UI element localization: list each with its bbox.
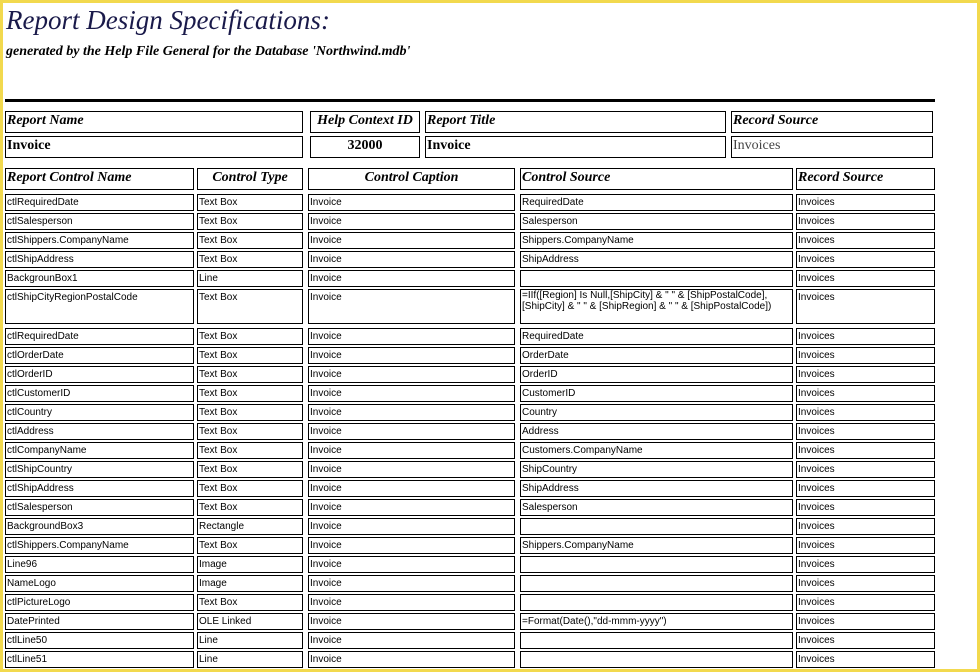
cell-control-type: Text Box: [197, 461, 303, 478]
cell-record-source: Invoices: [796, 328, 935, 345]
cell-control-source: Country: [520, 404, 793, 421]
cell-control-name: ctlSalesperson: [5, 499, 194, 516]
cell-control-name: DatePrinted: [5, 613, 194, 630]
cell-record-source: Invoices: [796, 480, 935, 497]
cell-control-source: Salesperson: [520, 499, 793, 516]
cell-control-source: OrderID: [520, 366, 793, 383]
cell-control-type: Rectangle: [197, 518, 303, 535]
column-header-control-source: Control Source: [520, 168, 793, 190]
cell-control-name: BackgroundBox3: [5, 518, 194, 535]
cell-control-caption: Invoice: [308, 613, 515, 630]
cell-control-source: Address: [520, 423, 793, 440]
page-title: Report Design Specifications:: [6, 5, 330, 35]
cell-control-source: ShipAddress: [520, 480, 793, 497]
cell-control-source: =IIf([Region] Is Null,[ShipCity] & " " & [ShipPostalCode],[ShipCity] & " " & [ShipRegion] & " " & [ShipPostalCode]): [520, 289, 793, 324]
report-title-value: Invoice: [425, 136, 726, 158]
record-source-value: Invoices: [731, 136, 933, 158]
cell-control-caption: Invoice: [308, 480, 515, 497]
cell-control-source: Salesperson: [520, 213, 793, 230]
column-header-control-type: Control Type: [197, 168, 303, 190]
cell-control-caption: Invoice: [308, 232, 515, 249]
cell-control-name: BackgrounBox1: [5, 270, 194, 287]
cell-record-source: Invoices: [796, 461, 935, 478]
cell-control-type: Text Box: [197, 499, 303, 516]
cell-control-source: RequiredDate: [520, 328, 793, 345]
cell-control-caption: Invoice: [308, 347, 515, 364]
cell-control-name: ctlShipCityRegionPostalCode: [5, 289, 194, 324]
column-header-control-name: Report Control Name: [5, 168, 194, 190]
report-name-value: Invoice: [5, 136, 303, 158]
cell-control-source: [520, 594, 793, 611]
cell-control-name: ctlCompanyName: [5, 442, 194, 459]
cell-control-type: Text Box: [197, 347, 303, 364]
cell-control-source: Shippers.CompanyName: [520, 232, 793, 249]
cell-control-type: Text Box: [197, 385, 303, 402]
cell-control-source: RequiredDate: [520, 194, 793, 211]
cell-record-source: Invoices: [796, 651, 935, 668]
cell-control-type: Text Box: [197, 251, 303, 268]
cell-control-caption: Invoice: [308, 442, 515, 459]
cell-control-caption: Invoice: [308, 289, 515, 324]
cell-control-name: ctlAddress: [5, 423, 194, 440]
cell-control-caption: Invoice: [308, 518, 515, 535]
cell-control-type: Image: [197, 575, 303, 592]
cell-control-caption: Invoice: [308, 328, 515, 345]
cell-control-caption: Invoice: [308, 366, 515, 383]
cell-control-type: Text Box: [197, 480, 303, 497]
cell-control-name: ctlRequiredDate: [5, 194, 194, 211]
cell-control-type: Line: [197, 651, 303, 668]
cell-control-name: ctlShipCountry: [5, 461, 194, 478]
cell-control-caption: Invoice: [308, 556, 515, 573]
cell-record-source: Invoices: [796, 442, 935, 459]
cell-control-source: OrderDate: [520, 347, 793, 364]
cell-control-caption: Invoice: [308, 404, 515, 421]
cell-control-type: Text Box: [197, 328, 303, 345]
cell-control-type: Image: [197, 556, 303, 573]
cell-control-source: ShipCountry: [520, 461, 793, 478]
cell-control-type: Text Box: [197, 594, 303, 611]
cell-record-source: Invoices: [796, 404, 935, 421]
cell-control-caption: Invoice: [308, 194, 515, 211]
cell-control-caption: Invoice: [308, 270, 515, 287]
cell-control-caption: Invoice: [308, 651, 515, 668]
cell-control-type: Text Box: [197, 442, 303, 459]
cell-control-type: Text Box: [197, 423, 303, 440]
cell-record-source: Invoices: [796, 289, 935, 324]
cell-control-caption: Invoice: [308, 537, 515, 554]
cell-control-type: Text Box: [197, 289, 303, 324]
column-header-record-source: Record Source: [796, 168, 935, 190]
cell-record-source: Invoices: [796, 251, 935, 268]
cell-control-caption: Invoice: [308, 423, 515, 440]
help-context-id-label: Help Context ID: [310, 111, 420, 133]
cell-control-name: ctlShipAddress: [5, 251, 194, 268]
cell-record-source: Invoices: [796, 632, 935, 649]
cell-control-name: ctlCustomerID: [5, 385, 194, 402]
cell-control-source: ShipAddress: [520, 251, 793, 268]
cell-control-name: ctlSalesperson: [5, 213, 194, 230]
cell-record-source: Invoices: [796, 537, 935, 554]
record-source-label: Record Source: [731, 111, 933, 133]
cell-control-name: ctlLine50: [5, 632, 194, 649]
cell-control-name: ctlShipAddress: [5, 480, 194, 497]
cell-record-source: Invoices: [796, 366, 935, 383]
cell-control-source: [520, 651, 793, 668]
cell-record-source: Invoices: [796, 194, 935, 211]
cell-control-caption: Invoice: [308, 632, 515, 649]
cell-control-source: [520, 575, 793, 592]
page-subtitle: generated by the Help File General for the Database 'Northwind.mdb': [6, 44, 411, 59]
cell-control-type: Line: [197, 270, 303, 287]
cell-record-source: Invoices: [796, 423, 935, 440]
cell-control-name: ctlOrderID: [5, 366, 194, 383]
cell-control-caption: Invoice: [308, 499, 515, 516]
cell-control-type: OLE Linked: [197, 613, 303, 630]
cell-control-name: ctlPictureLogo: [5, 594, 194, 611]
cell-control-name: ctlCountry: [5, 404, 194, 421]
cell-control-source: CustomerID: [520, 385, 793, 402]
cell-record-source: Invoices: [796, 347, 935, 364]
cell-control-type: Line: [197, 632, 303, 649]
cell-control-caption: Invoice: [308, 594, 515, 611]
cell-control-type: Text Box: [197, 404, 303, 421]
cell-control-name: ctlLine51: [5, 651, 194, 668]
cell-control-name: Line96: [5, 556, 194, 573]
cell-control-source: Customers.CompanyName: [520, 442, 793, 459]
cell-control-source: [520, 270, 793, 287]
cell-control-source: [520, 632, 793, 649]
report-title-label: Report Title: [425, 111, 726, 133]
cell-record-source: Invoices: [796, 270, 935, 287]
help-context-id-value: 32000: [310, 136, 420, 158]
cell-control-type: Text Box: [197, 537, 303, 554]
cell-record-source: Invoices: [796, 232, 935, 249]
cell-control-caption: Invoice: [308, 575, 515, 592]
column-header-control-caption: Control Caption: [308, 168, 515, 190]
cell-control-source: [520, 556, 793, 573]
cell-record-source: Invoices: [796, 556, 935, 573]
cell-record-source: Invoices: [796, 594, 935, 611]
cell-control-source: =Format(Date(),"dd-mmm-yyyy"): [520, 613, 793, 630]
cell-control-source: [520, 518, 793, 535]
cell-control-caption: Invoice: [308, 385, 515, 402]
cell-control-type: Text Box: [197, 366, 303, 383]
cell-control-name: NameLogo: [5, 575, 194, 592]
cell-control-type: Text Box: [197, 194, 303, 211]
cell-record-source: Invoices: [796, 499, 935, 516]
cell-record-source: Invoices: [796, 385, 935, 402]
report-name-label: Report Name: [5, 111, 303, 133]
cell-control-name: ctlRequiredDate: [5, 328, 194, 345]
cell-control-name: ctlShippers.CompanyName: [5, 537, 194, 554]
cell-record-source: Invoices: [796, 575, 935, 592]
cell-control-name: ctlShippers.CompanyName: [5, 232, 194, 249]
cell-control-source: Shippers.CompanyName: [520, 537, 793, 554]
cell-control-caption: Invoice: [308, 251, 515, 268]
cell-record-source: Invoices: [796, 213, 935, 230]
cell-record-source: Invoices: [796, 518, 935, 535]
cell-control-caption: Invoice: [308, 213, 515, 230]
cell-record-source: Invoices: [796, 613, 935, 630]
cell-control-type: Text Box: [197, 213, 303, 230]
cell-control-caption: Invoice: [308, 461, 515, 478]
cell-control-name: ctlOrderDate: [5, 347, 194, 364]
header-divider: [5, 99, 935, 102]
cell-control-type: Text Box: [197, 232, 303, 249]
